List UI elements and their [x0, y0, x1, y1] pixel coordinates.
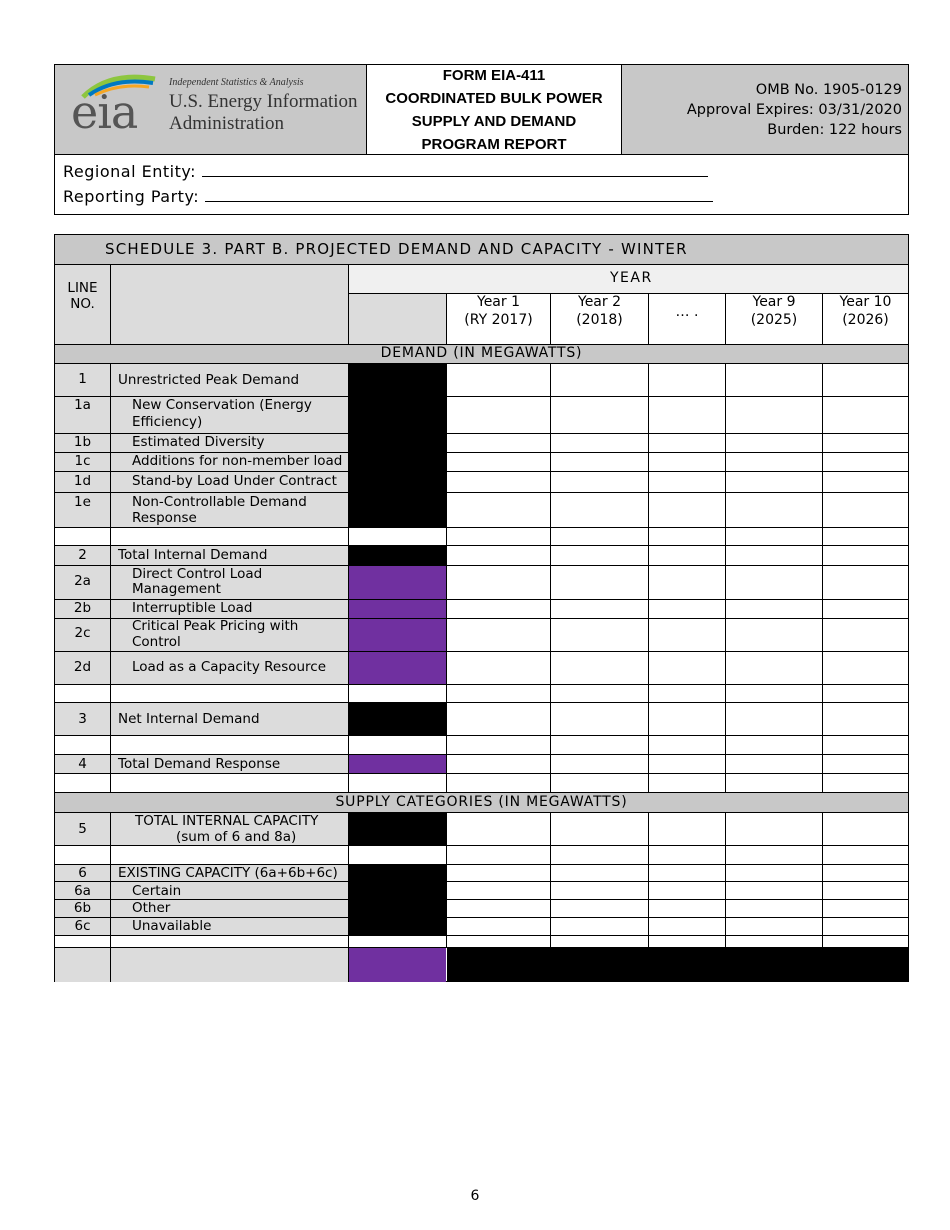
form-header [54, 64, 909, 215]
blocked-cell [349, 703, 446, 735]
supply-section-header: SUPPLY CATEGORIES (IN MEGAWATTS) [335, 794, 628, 810]
demand-response-cell [349, 755, 446, 773]
eia-logo [55, 65, 367, 155]
demand-section-header: DEMAND (IN MEGAWATTS) [380, 345, 583, 361]
schedule-title: SCHEDULE 3. PART B. PROJECTED DEMAND AND CAPACITY - WINTER [105, 240, 688, 258]
blocked-cell [349, 364, 446, 527]
omb-info: OMB No. 1905-0129 Approval Expires: 03/31/2020 Burden: 122 hours [622, 65, 908, 155]
form-title: FORM EIA-411 COORDINATED BULK POWER SUPPLY AND DEMAND PROGRAM REPORT [367, 65, 622, 155]
blocked-cell [726, 948, 908, 982]
regional-entity-field[interactable]: Regional Entity: [63, 162, 708, 181]
year-2-header: Year 2 (2018) [576, 294, 623, 328]
page-number: 6 [470, 1188, 480, 1204]
schedule-table: SCHEDULE 3. PART B. PROJECTED DEMAND AND CAPACITY - WINTER LINE NO. YEAR Year 1 (RY 2017) Year 2 (2018) … . Year 9 (2025) Year 10 (2026) DEMAND (IN MEGAWATTS) SUPPLY CATEGORIES (IN MEGAWATTS) 1 Unrestricted Peak Demand 1a New Conservation (Energy Efficiency) 1b Estimated Diversity 1c Additions for non-member load 1d Stand-by Load Under Contract 1e Non-Controllable Demand Response 2 Total Internal Demand 2a Direct Control Load Management 2b Interruptible Load 2c Critical Peak Pricing with Control 2d Load as a Capacity Resource 3 Net Internal Demand 4 Total Demand Response 5 TOTAL INTERNAL CAPACITY (sum of 6 and 8a) 6 EXISTING CAPACITY (6a+6b+6c) 6a Certain 6b Other 6c Unavailable [54, 234, 909, 982]
blocked-cell [349, 865, 446, 935]
year-header: YEAR [610, 270, 653, 286]
demand-response-cell [349, 948, 446, 982]
logo-word: eia [71, 85, 138, 139]
year-9-header: Year 9 (2025) [750, 294, 798, 328]
year-ellipsis-header: … . [675, 304, 699, 320]
blocked-cell [447, 948, 725, 982]
blocked-cell [349, 546, 446, 565]
reporting-party-field[interactable]: Reporting Party: [63, 187, 713, 206]
logo-agency-name: U.S. Energy Information Administration [169, 91, 358, 134]
logo-tagline: Independent Statistics & Analysis [169, 77, 304, 88]
line-no-header: LINE NO. [67, 280, 98, 312]
year-10-header: Year 10 (2026) [839, 294, 892, 328]
year-1-header: Year 1 (RY 2017) [464, 294, 533, 328]
schedule-title-band [55, 235, 908, 264]
demand-response-cell [349, 566, 446, 684]
blocked-cell [349, 813, 446, 845]
